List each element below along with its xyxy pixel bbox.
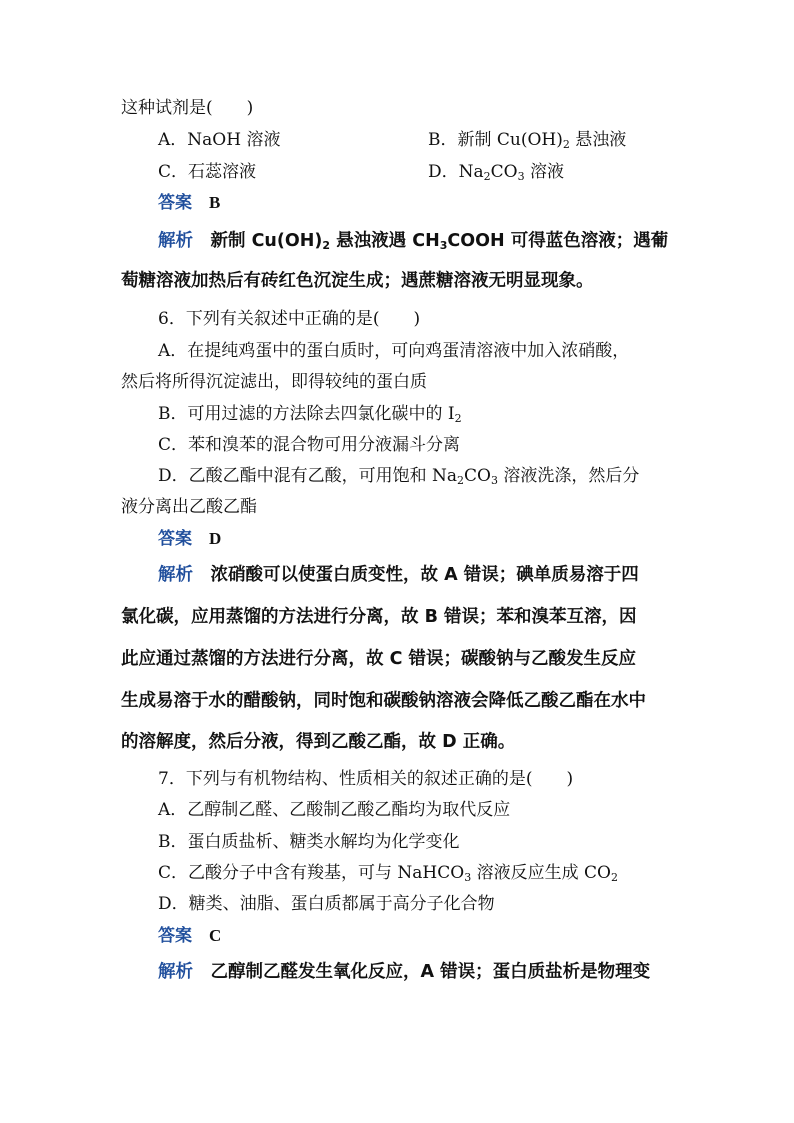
- q5-option-c: C．石蕊溶液: [158, 162, 257, 182]
- q6-answer: [158, 528, 221, 550]
- answer-label: 答案: [158, 193, 192, 213]
- q7-answer: [158, 925, 221, 947]
- q5-option-a: A．NaOH 溶液: [158, 130, 281, 150]
- q7-explanation-line-1: 解析 乙醇制乙醛发生氧化反应，A 错误；蛋白质盐析是物理变: [158, 962, 651, 982]
- q6-stem: 6．下列有关叙述中正确的是( ): [158, 309, 421, 329]
- q6-option-a-line-1: A．在提纯鸡蛋中的蛋白质时，可向鸡蛋清溶液中加入浓硝酸，: [158, 341, 630, 361]
- q6-explanation-line-3: 此应通过蒸馏的方法进行分离，故 C 错误；碳酸钠与乙酸发生反应: [121, 649, 637, 669]
- answer-label: 答案: [158, 529, 192, 549]
- q6-explanation-line-2: 氯化碳，应用蒸馏的方法进行分离，故 B 错误；苯和溴苯互溶，因: [121, 607, 637, 627]
- q7-stem: 7．下列与有机物结构、性质相关的叙述正确的是( ): [158, 769, 574, 789]
- answer-value: D: [209, 529, 222, 548]
- q5-answer: [158, 192, 220, 214]
- q6-option-b: B．可用过滤的方法除去四氯化碳中的 $I_2$: [158, 404, 462, 425]
- explanation-label: 解析: [158, 231, 193, 251]
- q5-option-b: B．新制 $Cu(OH)_2$ 悬浊液: [428, 130, 627, 151]
- q6-explanation-line-5: 的溶解度，然后分液，得到乙酸乙酯，故 D 正确。: [121, 732, 516, 752]
- q6-option-c: C．苯和溴苯的混合物可用分液漏斗分离: [158, 435, 461, 455]
- answer-value: C: [209, 926, 222, 945]
- explanation-label: 解析: [158, 565, 193, 585]
- q5-explanation-line-1: 解析 新制 $Cu(OH)_2$ 悬浊液遇 $CH_3COOH$ 可得蓝色溶液；遇葡: [158, 231, 669, 252]
- q5-option-d: D．$Na_2CO_3$ 溶液: [428, 162, 564, 183]
- q7-option-c: C．乙酸分子中含有羧基，可与 NaHCO$_3$ 溶液反应生成 $CO_2$: [158, 863, 618, 884]
- q6-explanation-line-1: 解析 浓硝酸可以使蛋白质变性，故 A 错误；碘单质易溶于四: [158, 565, 639, 585]
- q6-option-a-line-2: 然后将所得沉淀滤出，即得较纯的蛋白质: [121, 372, 427, 392]
- q6-option-d-line-1: D．乙酸乙酯中混有乙酸，可用饱和 $Na_2CO_3$ 溶液洗涤，然后分: [158, 466, 640, 487]
- q7-option-d: D．糖类、油脂、蛋白质都属于高分子化合物: [158, 894, 495, 914]
- explanation-label: 解析: [158, 962, 193, 982]
- q6-explanation-line-4: 生成易溶于水的醋酸钠，同时饱和碳酸钠溶液会降低乙酸乙酯在水中: [121, 691, 646, 711]
- q6-option-d-line-2: 液分离出乙酸乙酯: [121, 497, 257, 517]
- answer-value: B: [209, 193, 221, 212]
- q5-explanation-line-2: 萄糖溶液加热后有砖红色沉淀生成；遇蔗糖溶液无明显现象。: [121, 271, 594, 291]
- q7-option-b: B．蛋白质盐析、糖类水解均为化学变化: [158, 832, 460, 852]
- answer-label: 答案: [158, 926, 192, 946]
- q5-stem-tail: 这种试剂是( ): [121, 98, 254, 118]
- q7-option-a: A．乙醇制乙醛、乙酸制乙酸乙酯均为取代反应: [158, 800, 511, 820]
